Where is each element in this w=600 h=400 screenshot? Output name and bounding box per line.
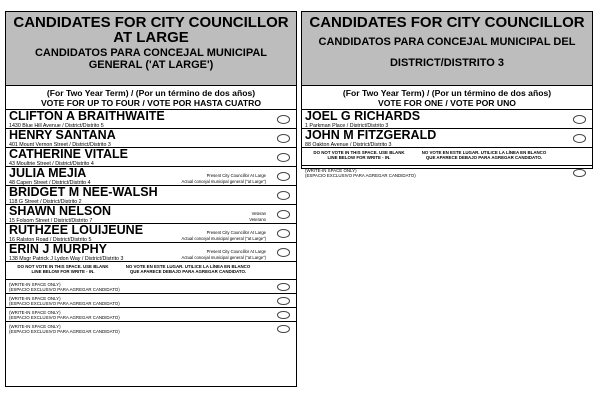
vote-oval[interactable]	[277, 172, 290, 181]
contest-title-es-1: CANDIDATOS PARA CONCEJAL MUNICIPAL DEL	[318, 36, 576, 48]
vote-oval[interactable]	[277, 115, 290, 124]
write-in-label-es: (ESPACIO EXCLUSIVO PARA AGREGAR CANDIDATO)	[9, 287, 120, 292]
candidate-row[interactable]	[6, 224, 296, 243]
candidate-name: JOEL G RICHARDS	[305, 109, 421, 123]
notice-es: NO VOTE EN ESTE LUGAR. UTILICE LA LÍNEA EN BLANCO QUE APARECE DEBAJO PARA AGREGAR CANDIDATO.	[421, 150, 547, 161]
contest-instructions	[302, 86, 592, 110]
incumbent-badge-es: Actual concejal municipal general ("at Large")	[181, 179, 266, 184]
write-in-row[interactable]	[6, 280, 296, 294]
contest-at-large	[5, 11, 297, 387]
candidate-name: HENRY SANTANA	[9, 128, 116, 142]
vote-oval[interactable]	[277, 248, 290, 257]
incumbent-badge-en: Present City Councillor At Large	[206, 173, 266, 178]
candidate-row[interactable]	[302, 129, 592, 148]
incumbent-badge-es: Actual concejal municipal general ("at Large")	[181, 255, 266, 260]
vote-line: VOTE FOR UP TO FOUR / VOTE POR HASTA CUATRO	[40, 97, 262, 108]
incumbent-badge-es: Actual concejal municipal general ("at Large")	[181, 236, 266, 241]
candidate-address: 138 Msgr Patrick J Lydon Way / District/Distrito 3	[9, 255, 124, 262]
vote-oval[interactable]	[573, 169, 586, 178]
write-in-label-en: (WRITE-IN SPACE ONLY)	[9, 296, 61, 301]
write-in-row[interactable]	[6, 308, 296, 322]
write-in-label-es: (ESPACIO EXCLUSIVO PARA AGREGAR CANDIDATO)	[305, 173, 416, 178]
candidate-name: BRIDGET M NEE-WALSH	[9, 185, 158, 199]
contest-title-es-1: CANDIDATOS PARA CONCEJAL MUNICIPAL	[34, 47, 268, 59]
write-in-label-en: (WRITE-IN SPACE ONLY)	[9, 282, 61, 287]
contest-title-es-2: DISTRICT/DISTRITO 3	[389, 57, 505, 69]
vote-oval[interactable]	[277, 283, 290, 292]
candidate-address: 1 Parkman Place / District/Distrito 3	[305, 122, 389, 129]
write-in-label-en: (WRITE-IN SPACE ONLY)	[305, 168, 357, 173]
candidate-address: 118 G Street / District/Distrito 2	[9, 198, 82, 205]
write-in-label-es: (ESPACIO EXCLUSIVO PARA AGREGAR CANDIDATO)	[9, 315, 120, 320]
write-in-row[interactable]	[6, 322, 296, 336]
contest-instructions	[6, 86, 296, 110]
vote-oval[interactable]	[277, 210, 290, 219]
candidate-address: 1430 Blue Hill Avenue / District/Distrito 5	[9, 122, 104, 129]
term-line: (For Two Year Term) / (Por un término de dos años)	[342, 88, 552, 98]
candidate-name: RUTHZEE LOUIJEUNE	[9, 223, 144, 237]
candidate-name: ERIN J MURPHY	[9, 242, 107, 256]
vote-oval[interactable]	[277, 191, 290, 200]
vote-oval[interactable]	[277, 229, 290, 238]
write-in-label-es: (ESPACIO EXCLUSIVO PARA AGREGAR CANDIDATO)	[9, 301, 120, 306]
contest-header	[302, 12, 592, 86]
write-in-row[interactable]	[302, 166, 592, 180]
candidate-name: CLIFTON A BRAITHWAITE	[9, 109, 165, 123]
candidate-name: CATHERINE VITALE	[9, 147, 128, 161]
candidate-row[interactable]	[6, 110, 296, 129]
contest-title: CANDIDATES FOR CITY COUNCILLOR AT LARGE	[13, 14, 289, 46]
write-in-notice	[6, 262, 296, 280]
vote-oval[interactable]	[277, 153, 290, 162]
vote-oval[interactable]	[277, 134, 290, 143]
candidate-row[interactable]	[6, 186, 296, 205]
candidate-row[interactable]	[6, 167, 296, 186]
vote-line: VOTE FOR ONE / VOTE POR UNO	[378, 97, 516, 108]
vote-oval[interactable]	[573, 134, 586, 143]
candidate-name: JULIA MEJIA	[9, 166, 87, 180]
candidate-address: 88 Oakton Avenue / District/Distrito 3	[305, 141, 392, 148]
term-line: (For Two Year Term) / (Por un término de dos años)	[46, 88, 256, 98]
candidate-row[interactable]	[302, 110, 592, 129]
write-in-label-en: (WRITE-IN SPACE ONLY)	[9, 310, 61, 315]
write-in-row[interactable]	[6, 294, 296, 308]
contest-district-3	[301, 11, 593, 178]
candidate-address: 16 Ralston Road / District/Distrito 5	[9, 236, 92, 243]
candidate-address: 401 Mount Vernon Street / District/Distrito 3	[9, 141, 111, 148]
write-in-label-es: (ESPACIO EXCLUSIVO PARA AGREGAR CANDIDATO)	[9, 329, 120, 334]
vote-oval[interactable]	[277, 311, 290, 320]
write-in-label-en: (WRITE-IN SPACE ONLY)	[9, 324, 61, 329]
notice-en: DO NOT VOTE IN THIS SPACE. USE BLANK LINE BELOW FOR WRITE - IN.	[313, 150, 405, 161]
candidate-row[interactable]	[6, 129, 296, 148]
candidate-name: JOHN M FITZGERALD	[305, 128, 437, 142]
incumbent-badge-en: Present City Councillor At Large	[206, 230, 266, 235]
veteran-badge-en: Veteran	[251, 211, 266, 216]
vote-oval[interactable]	[277, 297, 290, 306]
incumbent-badge-en: Present City Councillor At Large	[206, 249, 266, 254]
candidate-row[interactable]	[6, 148, 296, 167]
contest-header	[6, 12, 296, 86]
candidate-address: 43 Moultrie Street / District/Distrito 4	[9, 160, 94, 167]
notice-en: DO NOT VOTE IN THIS SPACE. USE BLANK LINE BELOW FOR WRITE - IN.	[17, 264, 109, 275]
candidate-row[interactable]	[6, 243, 296, 262]
candidate-address: 15 Folsom Street / District/Distrito 7	[9, 217, 93, 224]
candidate-name: SHAWN NELSON	[9, 204, 112, 218]
veteran-badge-es: Veterano	[249, 217, 266, 222]
vote-oval[interactable]	[277, 325, 290, 334]
candidate-row[interactable]	[6, 205, 296, 224]
contest-title-es-2: GENERAL ('AT LARGE')	[88, 59, 214, 71]
candidate-address: 48 Capen Street / District/Distrito 4	[9, 179, 91, 186]
contest-title: CANDIDATES FOR CITY COUNCILLOR	[309, 14, 585, 31]
write-in-notice	[302, 148, 592, 166]
notice-es: NO VOTE EN ESTE LUGAR. UTILICE LA LÍNEA EN BLANCO QUE APARECE DEBAJO PARA AGREGAR CANDIDATO.	[125, 264, 251, 275]
vote-oval[interactable]	[573, 115, 586, 124]
